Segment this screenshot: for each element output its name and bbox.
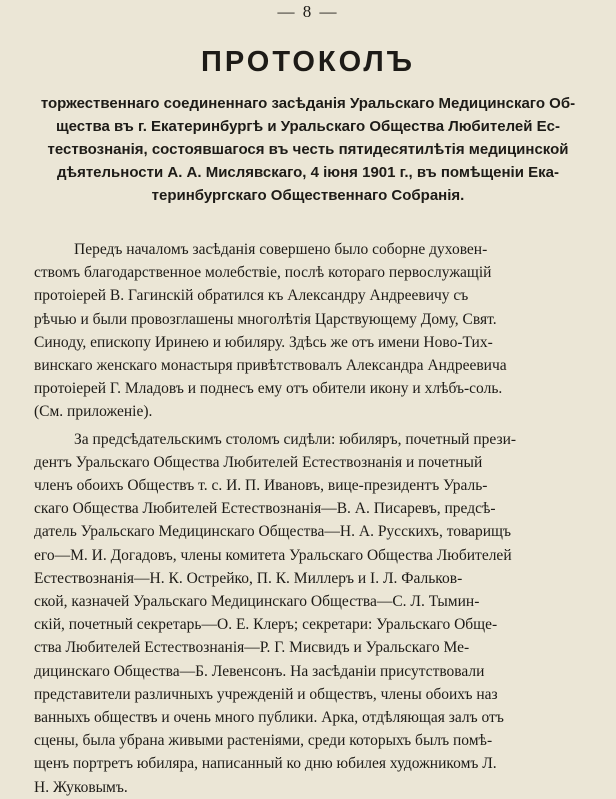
- text-line: датель Уральскаго Медицинскаго Общества—Н. А. Русскихъ, товарищъ: [34, 523, 512, 541]
- subtitle-line: торжественнаго соединеннаго засѣданія Уральскаго Медицинскаго Об-: [40, 95, 576, 112]
- text-line: дицинскаго Общества—Б. Левенсонъ. На засѣданіи присутствовали: [34, 662, 485, 680]
- text-line: Н. Жуковымъ.: [34, 778, 128, 796]
- text-line: винскаго женскаго монастыря привѣтствовалъ Александра Андреевича: [34, 357, 507, 375]
- text-line: (См. приложеніе).: [34, 403, 153, 421]
- paragraph-1: [34, 238, 582, 424]
- text-line: Естествознанія—Н. К. Острейко, П. К. Миллеръ и І. Л. Фальков-: [34, 569, 463, 587]
- text-line: дентъ Уральскаго Общества Любителей Естествознанія и почетный: [34, 453, 483, 471]
- text-line: протоіерей В. Гагинскій обратился къ Александру Андреевичу съ: [34, 287, 469, 305]
- text-line: ской, казначей Уральскаго Медицинскаго Общества—С. Л. Тымин-: [34, 593, 480, 611]
- text-line: щенъ портретъ юбиляра, написанный ко дню юбилея художникомъ Л.: [34, 755, 497, 773]
- document-subtitle: [34, 92, 582, 207]
- subtitle-line: теринбургскаго Общественнаго Собранія.: [151, 187, 465, 204]
- text-line: ванныхъ обществъ и очень много публики. Арка, отдѣляющая залъ отъ: [34, 709, 504, 727]
- subtitle-line: тествознанія, состоявшагося въ честь пятидесятилѣтія медицинской: [47, 141, 569, 158]
- text-line: За предсѣдательскимъ столомъ сидѣли: юбиляръ, почетный прези-: [74, 430, 517, 448]
- text-line: ства Любителей Естествознанія—Р. Г. Мисвидъ и Уральскаго Ме-: [34, 639, 470, 657]
- subtitle-line: щества въ г. Екатеринбургѣ и Уральскаго Общества Любителей Ес-: [55, 118, 561, 135]
- text-line: скаго Общества Любителей Естествознанія—В. А. Писаревъ, предсѣ-: [34, 500, 496, 518]
- text-line: членъ обоихъ Обществъ т. с. И. П. Ивановъ, вице-президентъ Ураль-: [34, 477, 488, 495]
- paragraph-2: [34, 428, 582, 799]
- text-line: Синоду, епископу Иринею и юбиляру. Здѣсь же отъ имени Ново-Тих-: [34, 333, 493, 351]
- text-line: представители различныхъ учрежденій и обществъ, члены обоихъ наз: [34, 685, 498, 703]
- text-line: рѣчью и были провозглашены многолѣтія Царствующему Дому, Свят.: [34, 310, 497, 328]
- text-line: ствомъ благодарственное молебствіе, послѣ котораго первослужащій: [34, 264, 492, 282]
- body-text: [34, 238, 582, 799]
- text-line: скій, почетный секретарь—О. Е. Клеръ; секретари: Уральскаго Обще-: [34, 616, 498, 634]
- text-line: его—М. И. Догадовъ, члены комитета Уральскаго Общества Любителей: [34, 546, 512, 564]
- text-line: Передъ началомъ засѣданія совершено было соборне духовен-: [74, 241, 488, 258]
- document-title: ПРОТОКОЛЪ: [200, 46, 415, 78]
- page-number: — 8 —: [277, 2, 339, 21]
- text-line: сцены, была убрана живыми растеніями, среди которыхъ былъ помѣ-: [34, 732, 493, 750]
- subtitle-line: дѣятельности А. А. Мислявскаго, 4 іюня 1901 г., въ помѣщеніи Ека-: [57, 164, 559, 181]
- text-line: протоіерей Г. Младовъ и поднесъ ему отъ обители икону и хлѣбъ-соль.: [34, 380, 503, 398]
